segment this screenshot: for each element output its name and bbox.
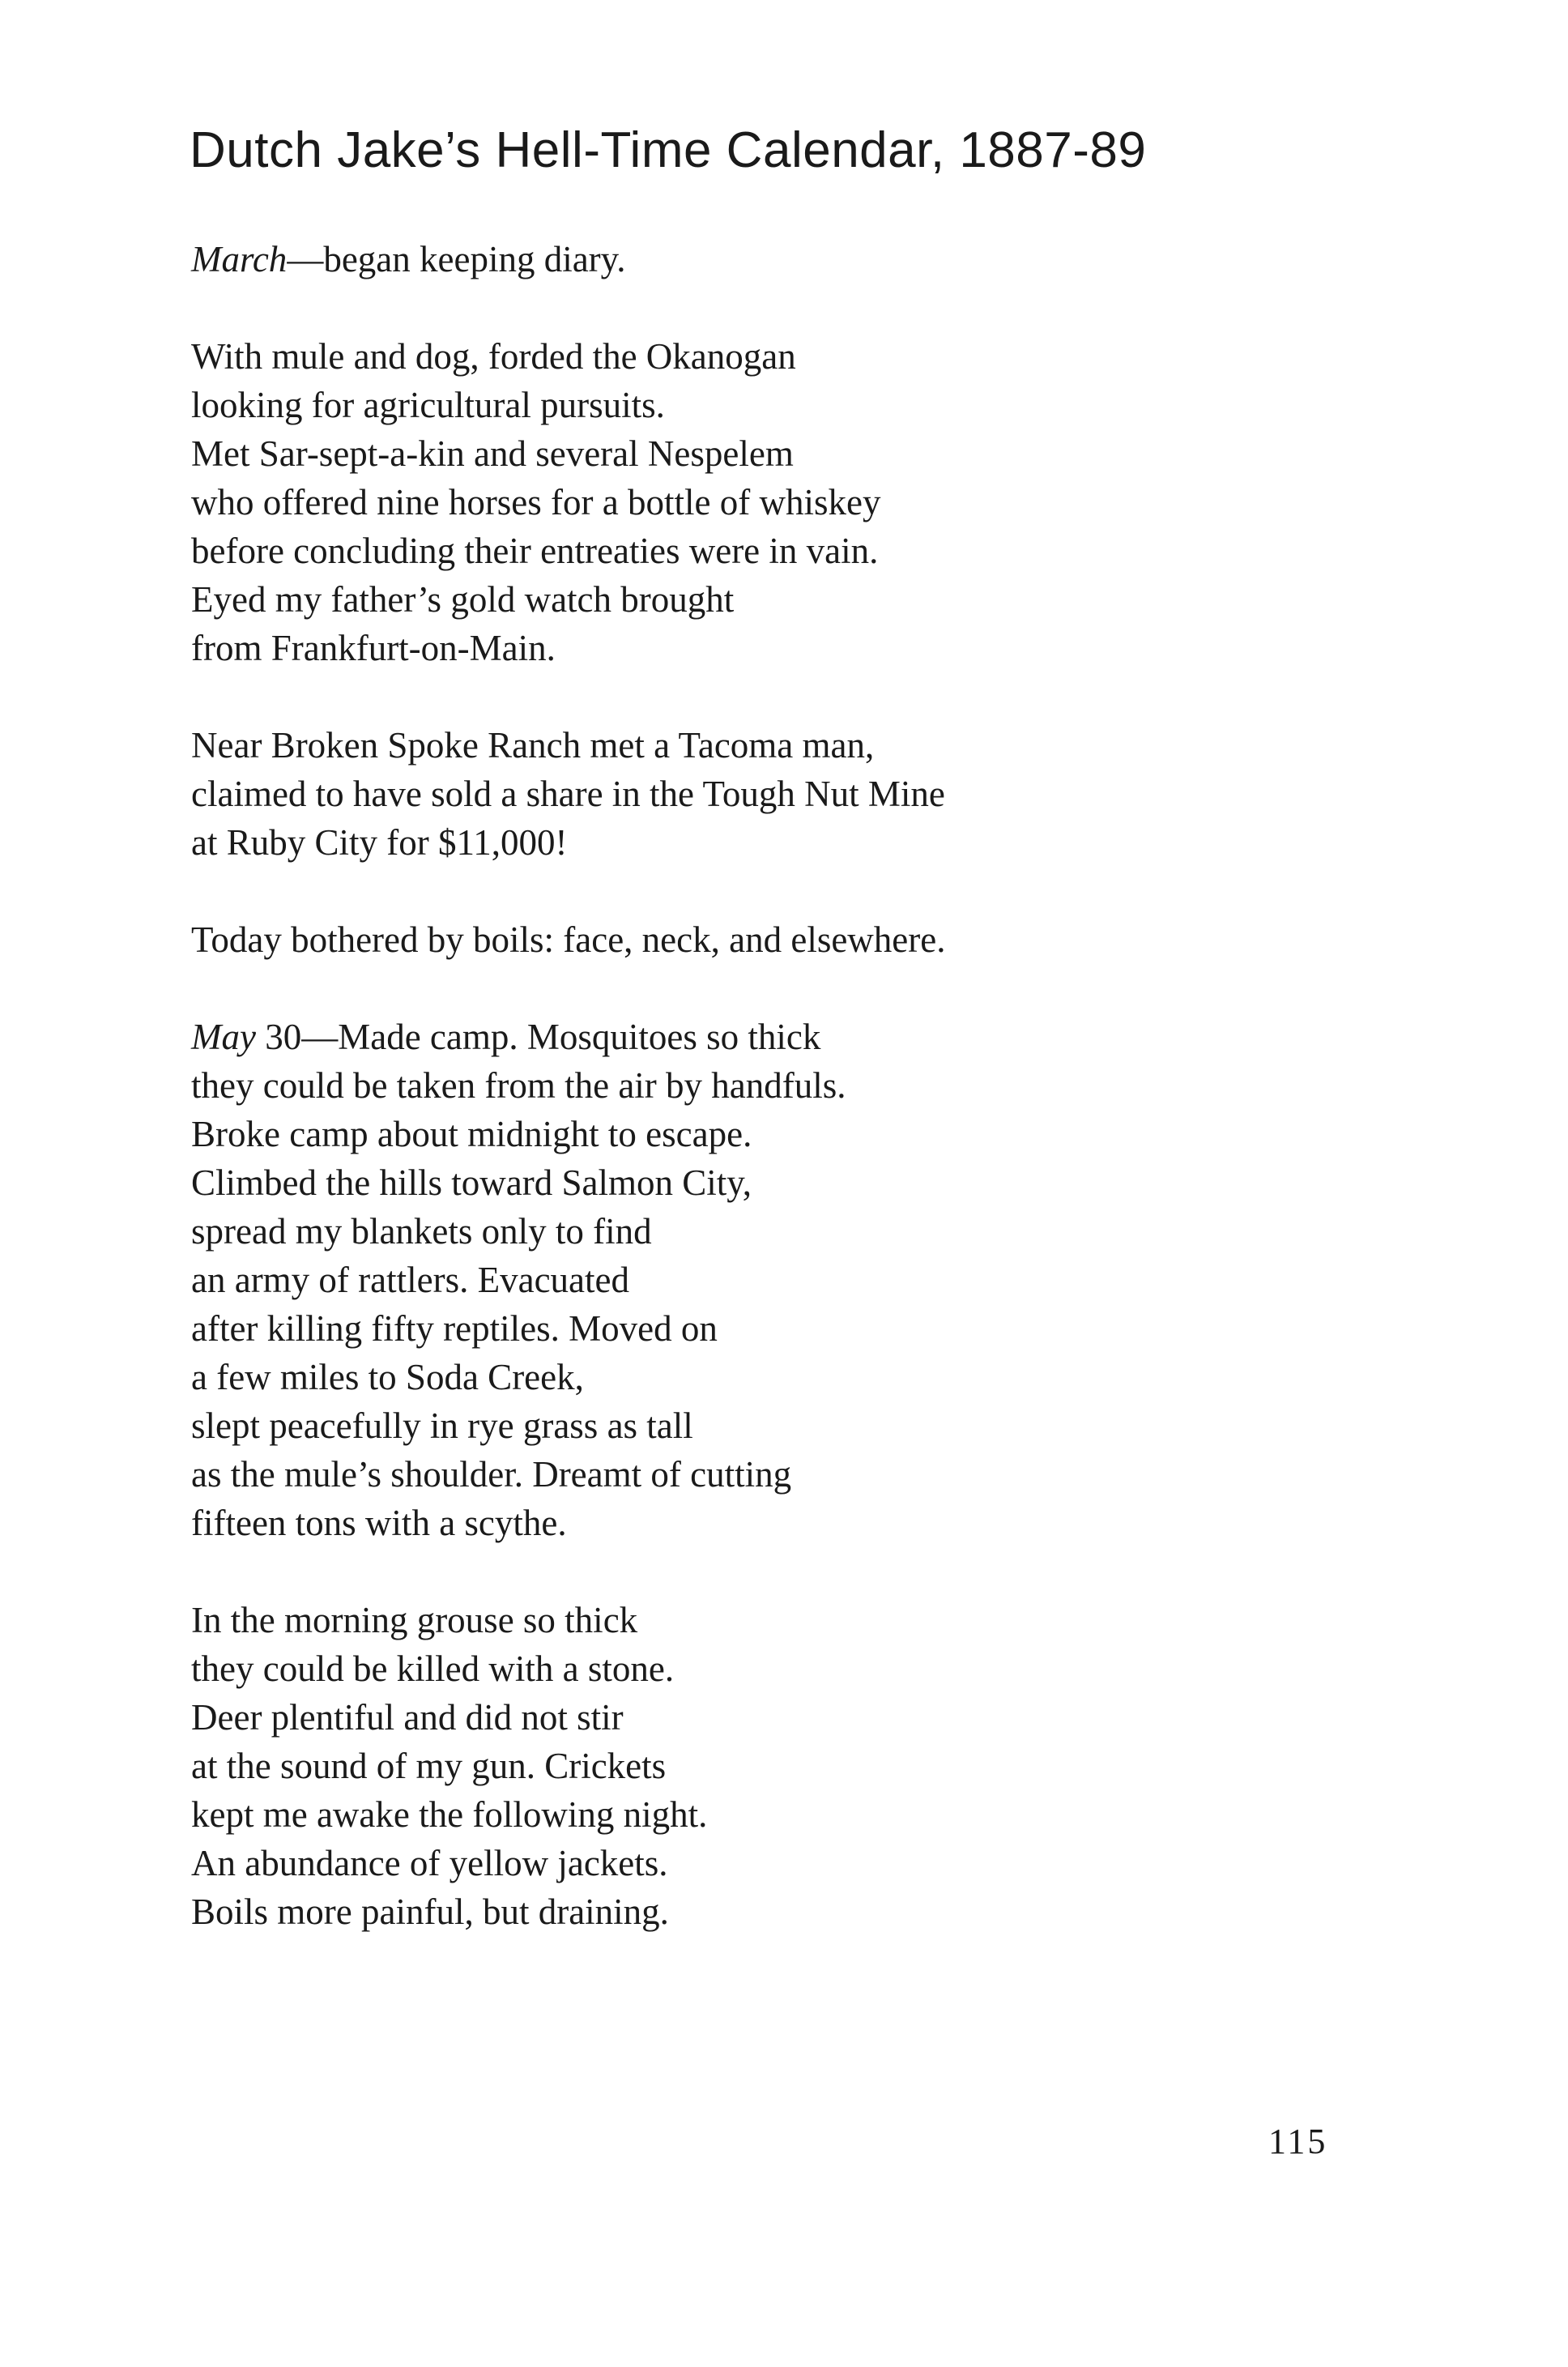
poem-line [191, 1839, 668, 1887]
poem-line [191, 1353, 584, 1401]
line-text: slept peacefully in rye grass as tall [191, 1405, 693, 1446]
line-text: as the mule’s shoulder. Dreamt of cutting [191, 1454, 792, 1495]
line-text: Today bothered by boils: face, neck, and elsewhere. [191, 919, 946, 960]
poem-line [191, 332, 796, 381]
poem-line [191, 1304, 718, 1353]
poem-line [191, 1596, 637, 1644]
poem-line [191, 1110, 752, 1158]
line-text: after killing fifty reptiles. Moved on [191, 1308, 718, 1349]
poem-line [191, 575, 734, 624]
line-text: An abundance of yellow jackets. [191, 1843, 668, 1883]
line-text: Climbed the hills toward Salmon City, [191, 1162, 752, 1203]
poem-line [191, 1644, 674, 1693]
line-text: before concluding their entreaties were in vain. [191, 531, 879, 571]
line-text: Met Sar-sept-a-kin and several Nespelem [191, 433, 794, 474]
line-text: With mule and dog, forded the Okanogan [191, 336, 796, 377]
page-title: Dutch Jake’s Hell-Time Calendar, 1887-89 [190, 122, 1147, 178]
poem-line [191, 1061, 846, 1110]
poem-line [191, 1207, 652, 1256]
line-text: they could be taken from the air by handfuls. [191, 1065, 846, 1106]
poem-line [191, 624, 556, 672]
line-text: at Ruby City for $11,000! [191, 822, 568, 863]
line-text: 30—Made camp. Mosquitoes so thick [255, 1017, 821, 1057]
poem-line [191, 381, 665, 429]
line-lead-italic: March [191, 239, 288, 279]
poem-line [191, 235, 626, 284]
line-text: from Frankfurt-on-Main. [191, 628, 556, 668]
line-text: fifteen tons with a scythe. [191, 1503, 567, 1543]
poem-line [191, 1790, 707, 1839]
poem-line [191, 721, 874, 770]
poem-line [191, 527, 878, 575]
poem-line [191, 1742, 666, 1790]
poem-line [191, 1450, 791, 1499]
poem-line [191, 1401, 693, 1450]
poem-line [191, 818, 568, 867]
line-lead-italic: May [191, 1017, 256, 1057]
page-number: 115 [1268, 2122, 1328, 2161]
line-text: In the morning grouse so thick [191, 1600, 638, 1640]
line-text: —began keeping diary. [287, 239, 626, 279]
line-text: claimed to have sold a share in the Tough Nut Mine [191, 774, 945, 814]
line-text: who offered nine horses for a bottle of whiskey [191, 482, 881, 522]
poem-line [191, 478, 880, 527]
poem-line [191, 1693, 624, 1742]
line-text: they could be killed with a stone. [191, 1648, 675, 1689]
poem-line [191, 1013, 820, 1061]
line-text: looking for agricultural pursuits. [191, 385, 665, 425]
poem-line [191, 429, 794, 478]
poem-line [191, 1158, 752, 1207]
poem-line [191, 1887, 669, 1936]
poem-line [191, 770, 945, 818]
line-text: Boils more painful, but draining. [191, 1891, 669, 1932]
line-text: spread my blankets only to find [191, 1211, 652, 1252]
poem-line [191, 1499, 567, 1547]
line-text: Broke camp about midnight to escape. [191, 1114, 752, 1154]
line-text: Eyed my father’s gold watch brought [191, 579, 735, 620]
line-text: kept me awake the following night. [191, 1794, 708, 1835]
line-text: a few miles to Soda Creek, [191, 1357, 584, 1397]
poem-line [191, 915, 946, 964]
line-text: an army of rattlers. Evacuated [191, 1260, 629, 1300]
line-text: at the sound of my gun. Crickets [191, 1746, 667, 1786]
line-text: Near Broken Spoke Ranch met a Tacoma man, [191, 725, 875, 766]
poem-line [191, 1256, 629, 1304]
line-text: Deer plentiful and did not stir [191, 1697, 624, 1738]
